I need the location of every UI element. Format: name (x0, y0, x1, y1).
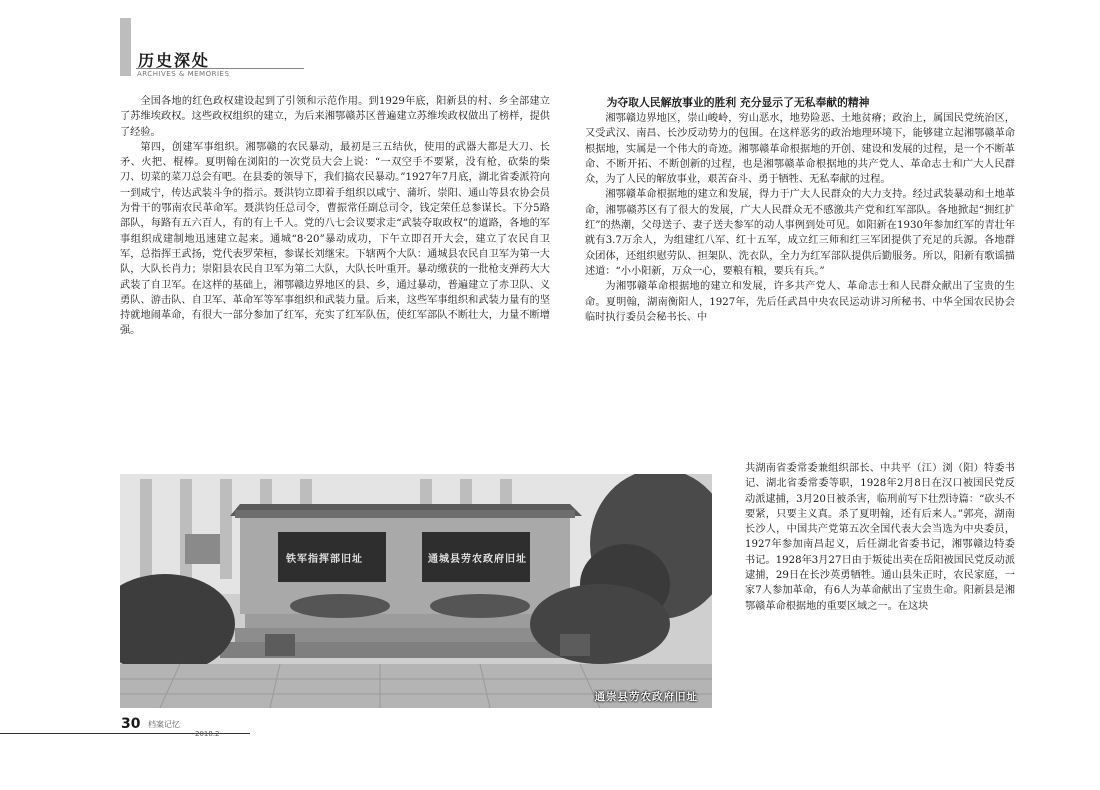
plaque-right-text: 通城县劳农政府旧址 (428, 554, 527, 565)
right-paragraph-1: 湘鄂赣边界地区，崇山峻岭，穷山恶水，地势险恶、土地贫瘠；政治上，属国民党统治区，又受武汉、南昌、长沙反动势力的包围。在这样恶劣的政治地理环境下，能够建立起湘鄂赣革命根据地，实属是一个伟大的奇迹。湘鄂赣革命根据地的开创、建设和发展的过程，是一个不断革命、不断开拓、不断创新的过程，也是湘鄂赣革命根据地的共产党人、革命志士和广大人民群众，为了人民的解放事业，艰苦奋斗、勇于牺牲、无私奉献的过程。 (585, 113, 1015, 186)
magazine-name: 档案记忆 (148, 720, 180, 729)
photo-caption: 通崇县劳农政府旧址 (594, 691, 698, 703)
left-paragraph-2: 第四，创建军事组织。湘鄂赣的农民暴动，最初是三五结伙，使用的武器大都是大刀、长矛、火把、棍棒。夏明翰在浏阳的一次党员大会上说：“一双空手不要紧，没有枪，砍柴的柴刀、切菜的菜刀总会有吧。在县委的领导下，我们搞农民暴动。”1927年7月底，湖北省委派符向一到咸宁，传达武装斗争的指示。聂洪钧立即着手组织以咸宁、蒲圻、崇阳、通山等县农协会员为骨干的鄂南农民革命军。聂洪钧任总司令，曹振常任副总司令，钱定荣任总参谋长。下分5路部队，每路有五六百人，有的有上千人。党的八七会议要求走“武装夺取政权”的道路，各地的军事组织成建制地迅速建立起来。通城“8·20”暴动成功，下午立即召开大会，建立了农民自卫军，总指挥王武扬，党代表罗荣桓，参谋长刘继宋。下辖两个大队：通城县农民自卫军为第一大队，大队长肖力；崇阳县农民自卫军为第二大队，大队长叶重开。暴动缴获的一批枪支弹药大大武装了自卫军。在这样的基础上，湘鄂赣边界地区的县、乡，通过暴动，普遍建立了赤卫队、义勇队、游击队、自卫军、革命军等军事组织和武装力量。后来，这些军事组织和武装力量有的坚持就地闹革命，有很大一部分参加了红军，充实了红军队伍，使红军部队不断壮大，力量不断增强。 (120, 141, 550, 337)
section-marker-bar (120, 18, 131, 76)
right-paragraph-3: 为湘鄂赣革命根据地的建立和发展，许多共产党人、革命志士和人民群众献出了宝贵的生命。夏明翰，湖南衡阳人，1927年，先后任武昌中央农民运动讲习所秘书、中华全国农民协会临时执行委员会秘书长、中 (585, 281, 1015, 323)
left-paragraph-1: 全国各地的红色政权建设起到了引领和示范作用。到1929年底，阳新县的村、乡全部建立了苏维埃政权。这些政权组织的建立，为后来湘鄂赣苏区普遍建立苏维埃政权做出了榜样，提供了经验。 (120, 96, 550, 138)
memorial-photo (120, 474, 712, 708)
right-wrap-column (745, 461, 1015, 614)
section-rule (136, 68, 304, 69)
left-column (120, 94, 550, 339)
article-subheading: 为夺取人民解放事业的胜利 充分显示了无私奉献的精神 (606, 96, 870, 109)
plaque-left-text: 铁军指挥部旧址 (286, 554, 363, 565)
right-column (585, 95, 1015, 325)
right-paragraph-2: 湘鄂赣革命根据地的建立和发展，得力于广大人民群众的大力支持。经过武装暴动和土地革命，湘鄂赣苏区有了很大的发展，广大人民群众无不感激共产党和红军部队。各地掀起“拥红扩红”的热潮，父母送子、妻子送夫参军的动人事例到处可见。如阳新在1930年参加红军的青壮年就有3.7万余人，为组建红八军、红十五军，成立红三师和红三军团提供了充足的兵源。各地群众团体，还组织慰劳队、担架队、洗衣队，全力为红军部队提供后勤服务。所以，阳新有歌谣描述道：“小小阳新，万众一心，要粮有粮，要兵有兵。” (585, 189, 1015, 277)
photo-illustration (120, 474, 712, 708)
page-number: 30 (121, 716, 141, 732)
section-subtitle: ARCHIVES & MEMORIES (137, 70, 230, 78)
right-wrap-paragraph: 共湖南省委常委兼组织部长、中共平（江）浏（阳）特委书记、湖北省委常委等职，1928年2月8日在汉口被国民党反动派逮捕，3月20日被杀害，临刑前写下壮烈诗篇：“砍头不要紧，只要主义真。杀了夏明翰，还有后来人。”郭亮，湖南长沙人，中国共产党第五次全国代表大会当选为中央委员，1927年参加南昌起义，后任湖北省委书记，湘鄂赣边特委书记。1928年3月27日由于叛徒出卖在岳阳被国民党反动派逮捕，29日在长沙英勇牺牲。通山县朱正时，农民家庭，一家7人参加革命，有6人为革命献出了宝贵生命。阳新县是湘鄂赣革命根据地的重要区域之一。在这块 (745, 463, 1015, 612)
issue-number: 2018.2 (195, 730, 220, 738)
section-title: 历史深处 (138, 51, 211, 70)
